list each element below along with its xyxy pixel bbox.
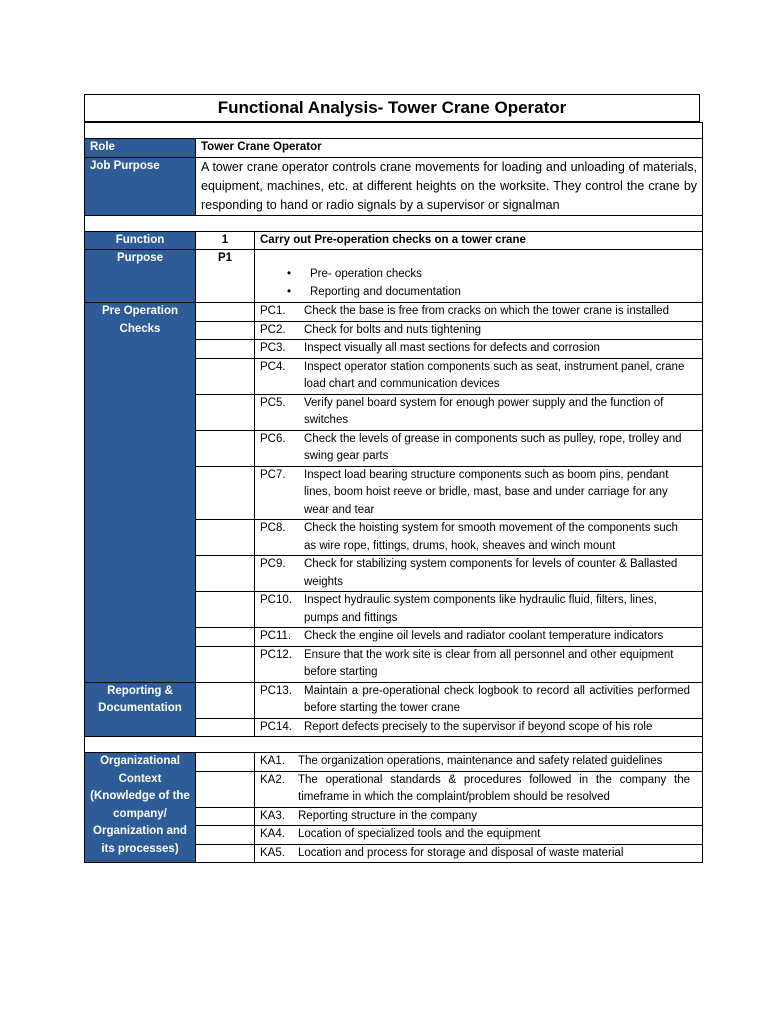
reporting-label: Reporting & Documentation — [85, 682, 196, 737]
job-purpose-label: Job Purpose — [85, 157, 196, 215]
knowledge-item — [255, 753, 703, 772]
empty-cell — [196, 807, 255, 826]
knowledge-code: KA5. — [260, 846, 285, 859]
empty-cell — [196, 844, 255, 863]
org-context-label: Organizational Context (Knowledge of the company/ Organization and its processes) — [85, 753, 196, 863]
check-text: Report defects precisely to the supervisor if beyond scope of his role — [304, 720, 653, 733]
check-code: PC13. — [260, 684, 292, 697]
check-text: Check the base is free from cracks on which the tower crane is installed — [304, 305, 669, 317]
check-code: PC9. — [260, 558, 286, 570]
empty-cell — [196, 466, 255, 520]
check-text: Inspect operator station components such as seat, instrument panel, crane load chart and communication devices — [304, 360, 685, 390]
spacer-row — [85, 737, 703, 753]
check-code: PC2. — [260, 323, 286, 336]
check-text: Ensure that the work site is clear from all personnel and other equipment before starting — [304, 648, 674, 678]
check-item — [255, 466, 703, 520]
functional-analysis-table — [84, 122, 703, 863]
knowledge-item — [255, 844, 703, 863]
function-number: 1 — [196, 231, 255, 250]
check-item — [255, 556, 703, 592]
knowledge-text: Reporting structure in the company — [298, 809, 477, 822]
empty-cell — [196, 718, 255, 737]
purpose-bullet: • Reporting and documentation — [310, 284, 697, 302]
check-item — [255, 303, 703, 322]
check-code: PC14. — [260, 720, 292, 733]
check-item — [255, 718, 703, 737]
check-text: Inspect hydraulic system components like hydraulic fluid, filters, lines, pumps and fittings — [304, 594, 657, 624]
empty-cell — [196, 430, 255, 466]
job-purpose-text: A tower crane operator controls crane movements for loading and unloading of materials, equipment, machines, etc. at different heights on the worksite. They control the crane by responding to hand or radio signals by a supervisor or signalman — [196, 157, 703, 215]
check-text: Verify panel board system for enough power supply and the function of switches — [304, 396, 664, 426]
empty-cell — [196, 340, 255, 359]
check-item — [255, 646, 703, 682]
knowledge-code: KA2. — [260, 773, 285, 786]
function-text: Carry out Pre-operation checks on a tower crane — [255, 231, 703, 250]
check-code: PC5. — [260, 396, 286, 409]
check-text: Check for stabilizing system components for levels of counter & Ballasted weights — [304, 558, 678, 588]
check-text: Inspect visually all mast sections for defects and corrosion — [304, 342, 600, 354]
pre-operation-label: Pre Operation Checks — [85, 303, 196, 683]
check-item — [255, 340, 703, 359]
check-item — [255, 430, 703, 466]
role-value: Tower Crane Operator — [196, 139, 703, 158]
spacer-row — [85, 123, 703, 139]
purpose-label: Purpose — [85, 250, 196, 303]
knowledge-text: The organization operations, maintenance and safety related guidelines — [298, 755, 663, 767]
empty-cell — [196, 556, 255, 592]
check-item — [255, 321, 703, 340]
empty-cell — [196, 303, 255, 322]
purpose-bullet-list — [260, 266, 697, 301]
knowledge-code: KA1. — [260, 755, 285, 767]
empty-cell — [196, 682, 255, 718]
check-text: Maintain a pre-operational check logbook to record all activities performed before starting the tower crane — [304, 684, 690, 714]
role-label: Role — [85, 139, 196, 158]
check-text: Check the hoisting system for smooth movement of the components such as wire rope, fittings, drums, hook, sheaves and winch mount — [304, 522, 678, 552]
check-code: PC6. — [260, 432, 286, 445]
check-text: Check for bolts and nuts tightening — [304, 323, 482, 336]
check-item — [255, 628, 703, 647]
empty-cell — [196, 771, 255, 807]
check-item — [255, 358, 703, 394]
check-code: PC1. — [260, 305, 286, 317]
check-item — [255, 592, 703, 628]
check-code: PC4. — [260, 360, 286, 373]
spacer-row — [85, 215, 703, 231]
check-code: PC10. — [260, 594, 292, 606]
check-item — [255, 394, 703, 430]
knowledge-text: Location of specialized tools and the equipment — [298, 828, 541, 840]
check-code: PC11. — [260, 630, 292, 642]
check-code: PC3. — [260, 342, 286, 354]
empty-cell — [196, 520, 255, 556]
knowledge-item — [255, 826, 703, 845]
empty-cell — [196, 321, 255, 340]
empty-cell — [196, 753, 255, 772]
check-text: Check the levels of grease in components such as pulley, rope, trolley and swing gear parts — [304, 432, 682, 462]
knowledge-code: KA4. — [260, 828, 285, 840]
empty-cell — [196, 592, 255, 628]
knowledge-code: KA3. — [260, 809, 285, 822]
check-code: PC7. — [260, 468, 286, 481]
document-title: Functional Analysis- Tower Crane Operator — [84, 94, 700, 122]
empty-cell — [196, 646, 255, 682]
check-code: PC8. — [260, 522, 286, 534]
empty-cell — [196, 628, 255, 647]
function-label: Function — [85, 231, 196, 250]
empty-cell — [196, 358, 255, 394]
purpose-bullet: • Pre- operation checks — [310, 266, 697, 284]
check-text: Check the engine oil levels and radiator coolant temperature indicators — [304, 630, 664, 642]
empty-cell — [196, 394, 255, 430]
knowledge-text: Location and process for storage and disposal of waste material — [298, 846, 624, 859]
purpose-code: P1 — [196, 250, 255, 303]
check-item — [255, 682, 703, 718]
empty-cell — [196, 826, 255, 845]
knowledge-text: The operational standards & procedures followed in the company the timeframe in which the complaint/problem should be resolved — [298, 773, 690, 803]
knowledge-item — [255, 807, 703, 826]
check-text: Inspect load bearing structure components such as boom pins, pendant lines, boom hoist reeve or bridle, mast, base and under carriage for any wear and tear — [304, 468, 669, 516]
knowledge-item — [255, 771, 703, 807]
check-item — [255, 520, 703, 556]
check-code: PC12. — [260, 648, 292, 661]
